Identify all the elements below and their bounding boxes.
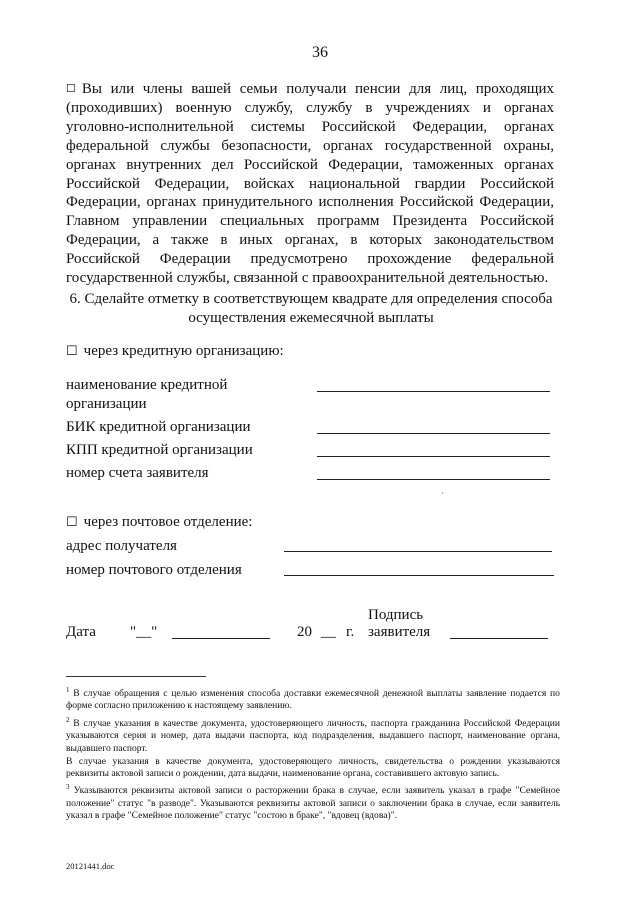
signature-label-top: Подпись bbox=[368, 607, 424, 623]
question-checkbox[interactable]: ☐ bbox=[66, 83, 76, 95]
credit-name-line1: наименование кредитной bbox=[66, 377, 228, 393]
date-signature-row bbox=[66, 624, 566, 644]
office-field[interactable] bbox=[284, 575, 554, 576]
footnotes bbox=[66, 684, 560, 824]
section-6-line1: 6. Сделайте отметку в соответствующем квадрате для определения способа bbox=[69, 291, 553, 307]
footnote-1-mark: 1 bbox=[66, 686, 70, 694]
kpp-field[interactable] bbox=[317, 456, 550, 457]
post-checkbox[interactable]: ☐ bbox=[66, 514, 78, 529]
bik-field[interactable] bbox=[317, 433, 550, 434]
footnote-3-text: Указываются реквизиты актовой записи о расторжении брака в случае, если заявитель указал в графе "Семейное положение" статус "в разводе". Указываются реквизиты актовой записи о заключении брака в случае, если заявитель указал в графе "Семейное положение" статус "состою в браке", "вдовец (вдова)". bbox=[66, 785, 560, 822]
date-day-field[interactable]: "__" bbox=[130, 624, 158, 640]
question-text: Вы или члены вашей семьи получали пенсии для лиц, проходящих (проходивших) военную службу, службу в учреждениях и органах уголовно-исполнительной системы Российской Федерации, органах федеральной службы безопасности, органах государственной охраны, органах внутренних дел Российской Федерации, таможенных органах Российской Федерации, войсках национальной гвардии Российской Федерации, органах принудительного исполнения Российской Федерации, Главном управлении специальных программ Президента Российской Федерации, а также в иных органах, в которых законодательством Российской Федерации предусмотрено прохождение федеральной государственной службы, связанной с правоохранительной деятельностью. bbox=[66, 81, 554, 287]
signature-label-bottom: заявителя bbox=[368, 624, 431, 640]
kpp-label: КПП кредитной организации bbox=[66, 442, 253, 458]
page-number: 36 bbox=[312, 44, 328, 61]
section-6-heading bbox=[66, 290, 556, 328]
date-label: Дата bbox=[66, 624, 96, 640]
footnote-2b-text: В случае указания в качестве документа, удостоверяющего личность, свидетельства о рождении указываются реквизиты актовой записи о рождении, дата выдачи, наименование органа, составившего актовую запись. bbox=[66, 755, 560, 780]
account-label: номер счета заявителя bbox=[66, 465, 209, 481]
account-field[interactable] bbox=[317, 479, 550, 480]
footnote-3-mark: 3 bbox=[66, 783, 70, 792]
footnote-2-text: В случае указания в качестве документа, удостоверяющего личность, паспорта гражданина Российской Федерации указываются серия и номер, дата выдачи паспорта, код подразделения, выдавшего паспорт, наименование органа, выдавшего паспорт. bbox=[66, 717, 561, 754]
credit-checkbox[interactable]: ☐ bbox=[66, 343, 78, 358]
pension-question bbox=[66, 80, 554, 288]
year-suffix: г. bbox=[346, 624, 355, 640]
credit-label: через кредитную организацию: bbox=[83, 343, 284, 359]
footnote-2 bbox=[66, 714, 560, 755]
credit-name-line2: организации bbox=[66, 396, 147, 412]
section-6-line2: осуществления ежемесячной выплаты bbox=[188, 310, 434, 326]
footnote-1 bbox=[66, 684, 560, 713]
year-field[interactable]: __ bbox=[321, 624, 336, 640]
stray-mark: · bbox=[441, 489, 444, 498]
address-field[interactable] bbox=[284, 551, 552, 552]
document-filename: 20121441.doc bbox=[66, 861, 115, 871]
credit-name-label bbox=[66, 376, 227, 414]
footnote-separator bbox=[66, 676, 206, 677]
post-option bbox=[66, 514, 252, 531]
footnote-3 bbox=[66, 781, 560, 822]
office-label: номер почтового отделения bbox=[66, 562, 242, 578]
credit-option bbox=[66, 343, 284, 360]
bik-label: БИК кредитной организации bbox=[66, 419, 251, 435]
footnote-2-mark: 2 bbox=[66, 715, 70, 724]
post-label: через почтовое отделение: bbox=[83, 514, 253, 530]
footnote-2b bbox=[66, 756, 560, 781]
date-month-field[interactable] bbox=[172, 638, 270, 639]
address-label: адрес получателя bbox=[66, 538, 177, 554]
signature-field[interactable] bbox=[450, 638, 548, 639]
credit-name-field[interactable] bbox=[317, 391, 550, 392]
year-prefix: 20 bbox=[297, 624, 312, 640]
footnote-1-text: В случае обращения с целью изменения способа доставки ежемесячной денежной выплаты заявление подается по форме согласно приложению к настоящему заявлению. bbox=[66, 688, 560, 712]
